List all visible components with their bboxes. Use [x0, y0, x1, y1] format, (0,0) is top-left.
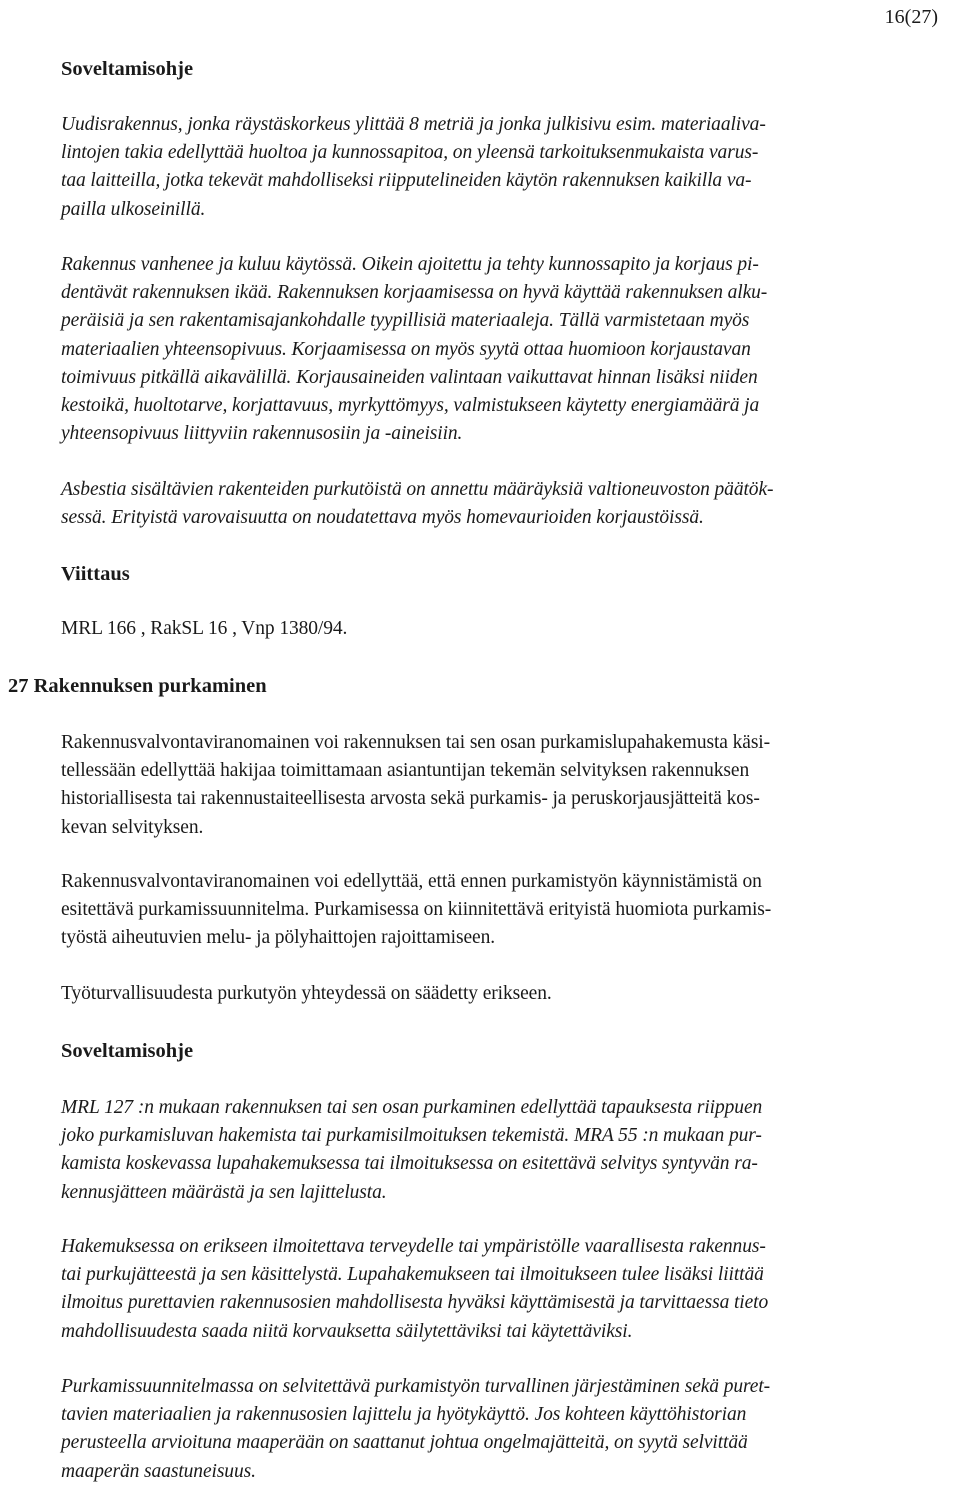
text-line: ilmoitus purettavien rakennusosien mahdollisesta hyväksi käyttämisestä ja tarvittaessa tieto [61, 1292, 769, 1314]
text-line: pailla ulkoseinillä. [61, 198, 206, 220]
text-line: Rakennusvalvontaviranomainen voi edellyttää, että ennen purkamistyön käynnistämistä on [61, 871, 762, 892]
text-line: perusteella arvioituna maaperään on saattanut johtua ongelmajätteitä, on syytä selvittää [61, 1432, 748, 1454]
paragraph-9 [61, 1373, 954, 1486]
text-line: Asbestia sisältävien rakenteiden purkutöistä on annettu määräyksiä valtioneuvoston päätök- [61, 479, 774, 500]
text-line: joko purkamisluvan hakemista tai purkamisilmoituksen tekemistä. MRA 55 :n mukaan pur- [61, 1125, 762, 1147]
section-heading-27: 27 Rakennuksen purkaminen [8, 675, 267, 697]
page-number: 16(27) [884, 6, 938, 28]
text-line: dentävät rakennuksen ikää. Rakennuksen korjaamisessa on hyvä käyttää rakennuksen alku- [61, 282, 768, 304]
paragraph-1 [61, 111, 954, 224]
text-line: Uudisrakennus, jonka räystäskorkeus ylittää 8 metriä ja jonka julkisivu esim. materiaaliva- [61, 114, 766, 135]
text-line: Työturvallisuudesta purkutyön yhteydessä on säädetty erikseen. [61, 983, 552, 1004]
paragraph-3 [61, 476, 954, 532]
text-line: toimivuus pitkällä aikavälillä. Korjausaineiden valintaan vaikuttavat hinnan lisäksi niiden [61, 366, 758, 388]
text-line: työstä aiheutuvien melu- ja pölyhaittojen rajoittamiseen. [61, 927, 496, 949]
text-line: tellessään edellyttää hakijaa toimittamaan asiantuntijan tekemän selvityksen rakennuksen [61, 760, 750, 782]
paragraph-8 [61, 1233, 954, 1346]
text-line: MRL 127 :n mukaan rakennuksen tai sen osan purkaminen edellyttää tapauksesta riippuen [61, 1097, 763, 1118]
text-line: mahdollisuudesta saada niitä korvauksetta säilytettäviksi tai käytettäviksi. [61, 1320, 633, 1342]
text-line: kestoikä, huoltotarve, korjattavuus, myrkyttömyys, valmistukseen käytetty energiamäärä ja [61, 395, 760, 417]
text-line: materiaalien yhteensopivuus. Korjaamisessa on myös syytä ottaa huomioon korjaustavan [61, 338, 751, 360]
text-line: peräisiä ja sen rakentamisajankohdalle tyypillisiä materiaaleja. Tällä varmistetaan myös [61, 310, 750, 332]
text-line: kennusjätteen määrästä ja sen lajittelusta. [61, 1181, 387, 1203]
reference-text [61, 615, 954, 643]
text-line: Purkamissuunnitelmassa on selvitettävä purkamistyön turvallinen järjestäminen sekä puret- [61, 1376, 771, 1397]
paragraph-6 [61, 980, 954, 1008]
text-line: yhteensopivuus liittyviin rakennusosiin ja -aineisiin. [61, 423, 463, 445]
text-line: Rakennusvalvontaviranomainen voi rakennuksen tai sen osan purkamislupahakemusta käsi- [61, 732, 771, 753]
text-line: tai purkujätteestä ja sen käsittelystä. Lupahakemukseen tai ilmoitukseen tulee lisäksi liittää [61, 1264, 764, 1286]
paragraph-5 [61, 868, 954, 953]
text-line: kevan selvityksen. [61, 816, 204, 838]
text-line: MRL 166 , RakSL 16 , Vnp 1380/94. [61, 618, 348, 639]
text-line: maaperän saastuneisuus. [61, 1460, 256, 1482]
text-line: sessä. Erityistä varovaisuutta on noudatettava myös homevaurioiden korjaustöissä. [61, 507, 704, 529]
text-line: tavien materiaalien ja rakennusosien lajittelu ja hyötykäyttö. Jos kohteen käyttöhistorian [61, 1404, 747, 1426]
paragraph-2 [61, 251, 954, 448]
text-line: kamista koskevassa lupahakemuksessa tai ilmoituksessa on esitettävä selvitys syntyvän ra- [61, 1153, 758, 1175]
text-line: esitettävä purkamissuunnitelma. Purkamisessa on kiinnitettävä erityistä huomiota purkamis- [61, 899, 772, 921]
text-line: taa laitteilla, jotka tekevät mahdolliseksi riipputelineiden käytön rakennuksen kaikilla va- [61, 170, 752, 192]
text-line: lintojen takia edellyttää huoltoa ja kunnossapitoa, on yleensä tarkoituksenmukaista varus- [61, 142, 759, 164]
text-line: Hakemuksessa on erikseen ilmoitettava terveydelle tai ympäristölle vaarallisesta rakennus- [61, 1236, 766, 1257]
text-line: Rakennus vanhenee ja kuluu käytössä. Oikein ajoitettu ja tehty kunnossapito ja korjaus pi- [61, 254, 759, 275]
paragraph-7 [61, 1094, 954, 1207]
paragraph-4 [61, 729, 954, 842]
text-line: historiallisesta tai rakennustaiteellisesta arvosta sekä purkamis- ja peruskorjausjätteitä kos- [61, 788, 760, 810]
section-heading-soveltamisohje-2: Soveltamisohje [61, 1040, 194, 1062]
section-heading-soveltamisohje: Soveltamisohje [61, 58, 194, 80]
section-heading-viittaus: Viittaus [61, 563, 130, 585]
